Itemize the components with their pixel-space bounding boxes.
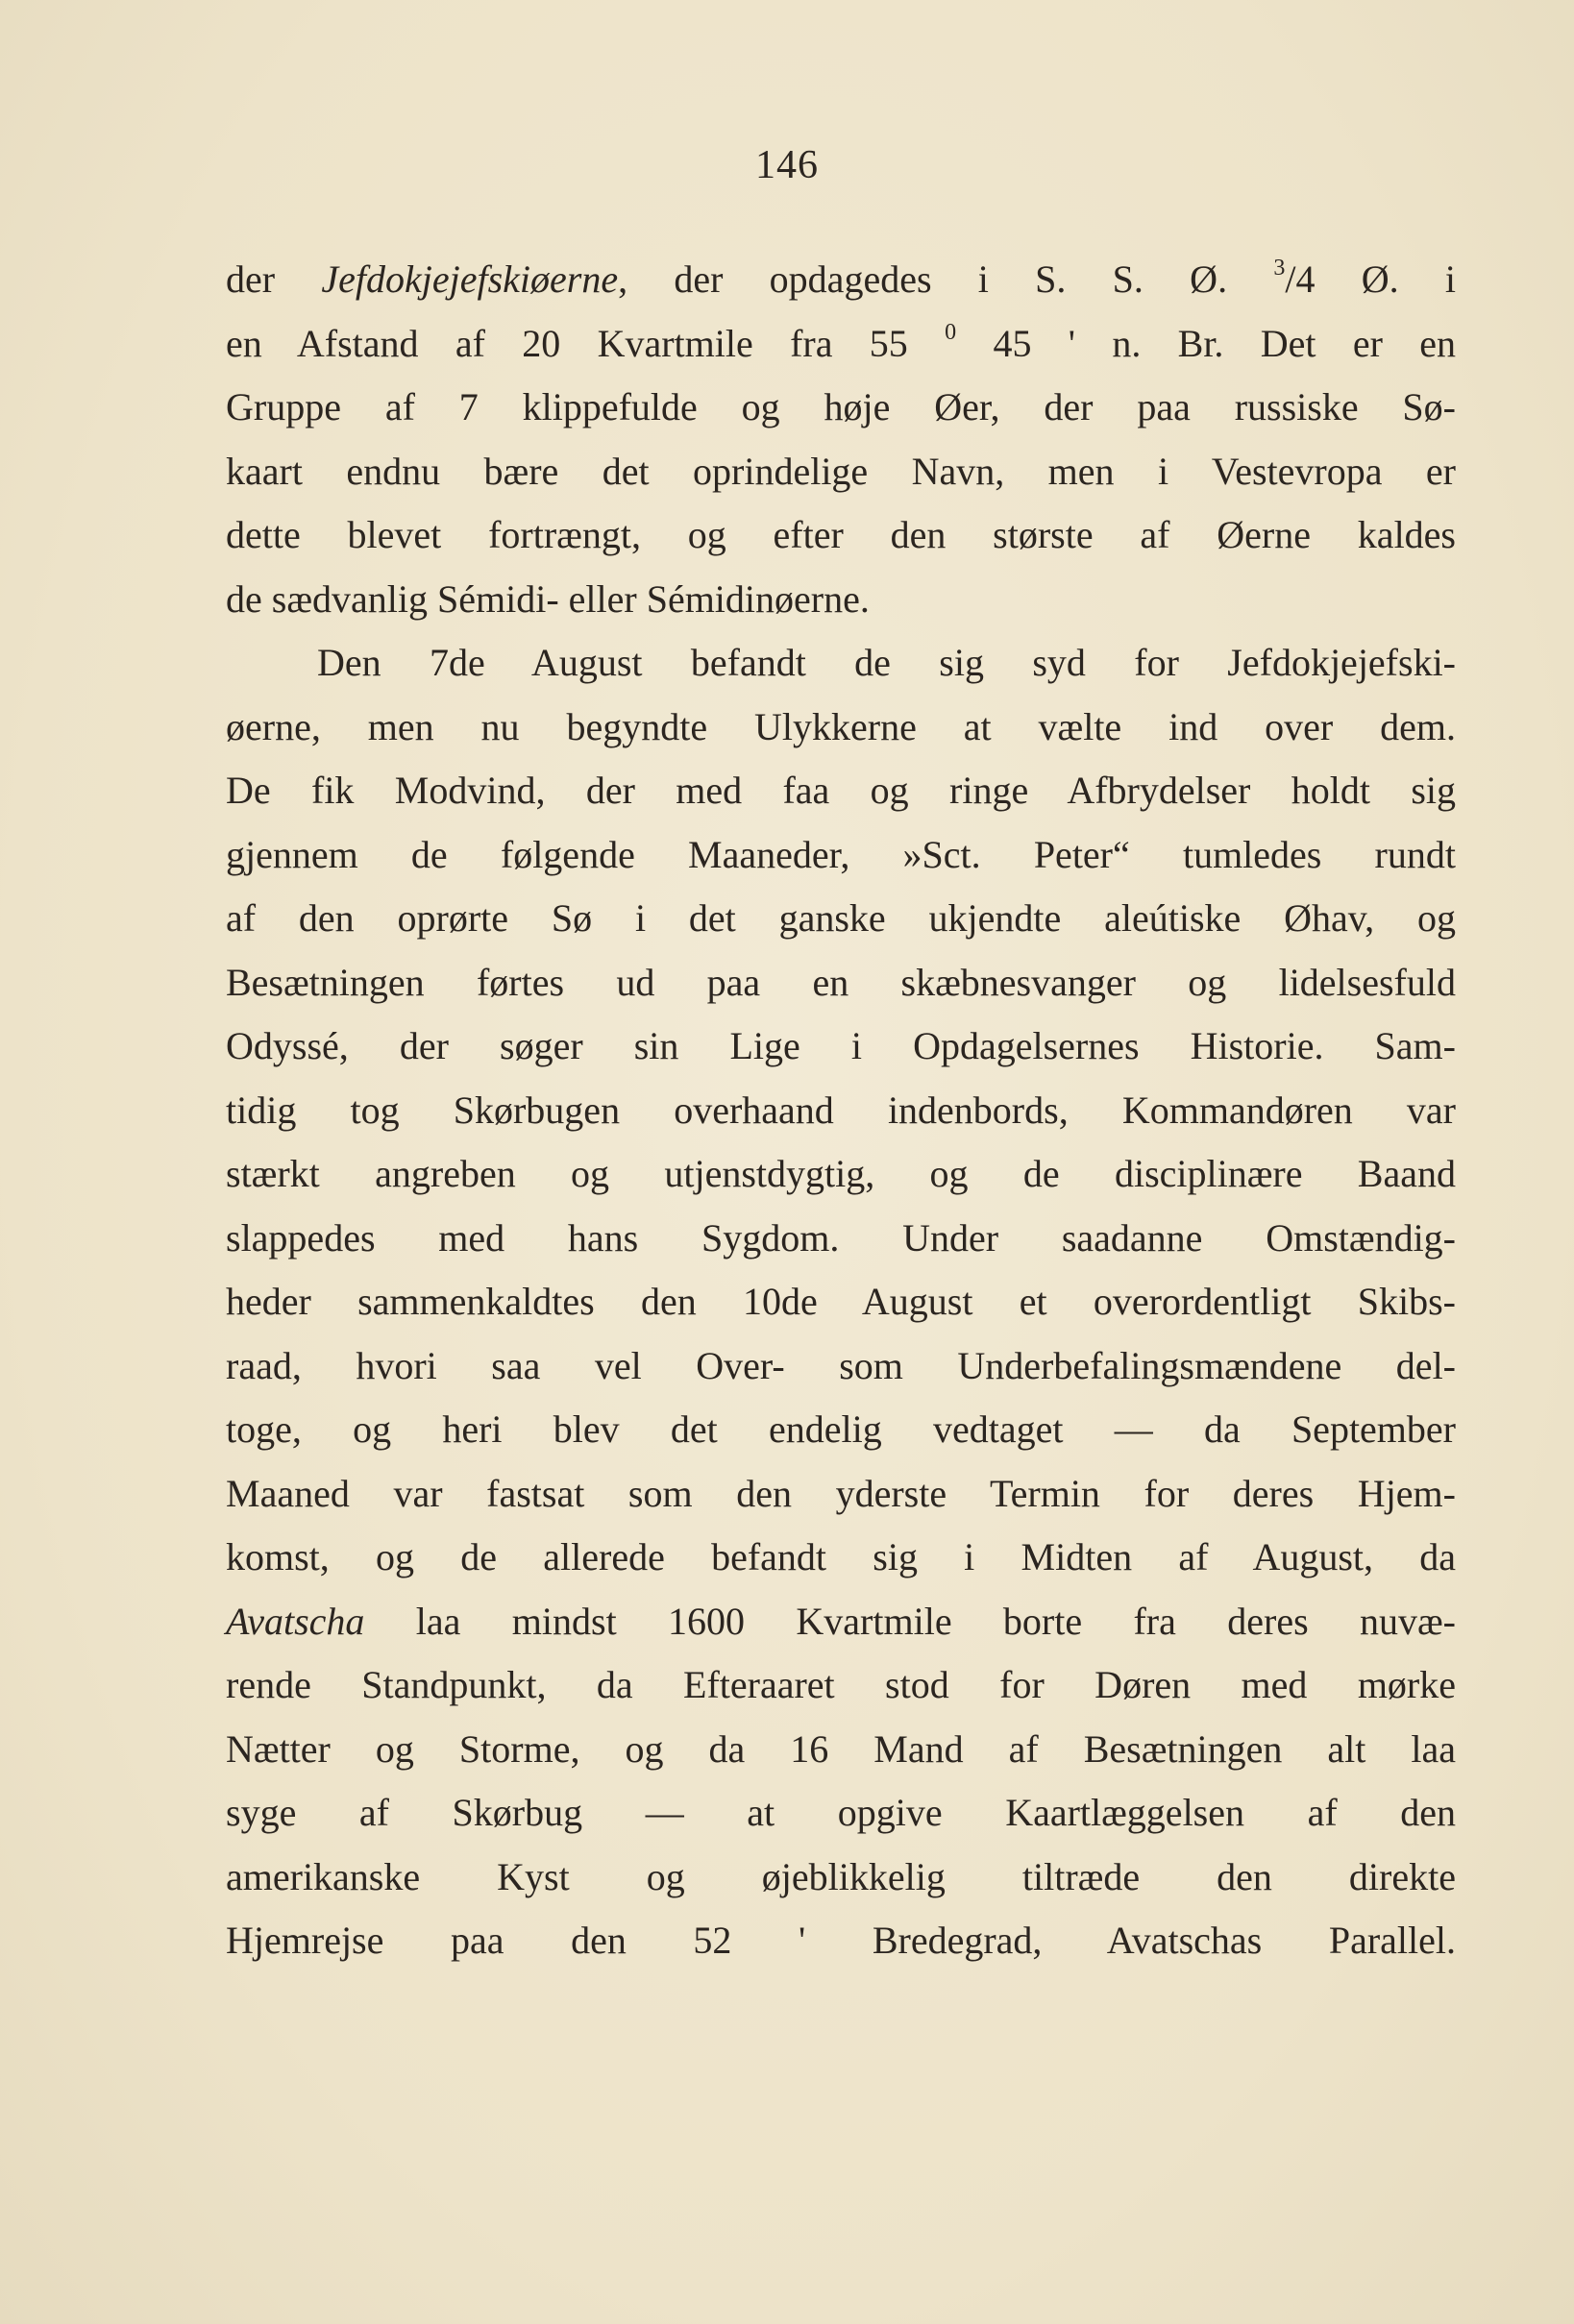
text-line: amerikanske Kyst og øjeblikkelig tiltræde den direkte: [226, 1854, 1456, 1898]
text-line: af den oprørte Sø i det ganske ukjendte aleútiske Øhav, og: [226, 896, 1456, 940]
text-line: Hjemrejse paa den 52 ' Bredegrad, Avatschas Parallel.: [226, 1919, 1456, 1962]
text-line: en Afstand af 20 Kvartmile fra 55 $^0$ 45 ' n. Br. Det er en: [226, 319, 1456, 365]
text-line: tidig tog Skørbugen overhaand indenbords, Kommandøren var: [226, 1088, 1456, 1132]
text-line: Maaned var fastsat som den yderste Termin for deres Hjem-: [226, 1471, 1456, 1515]
text-line: syge af Skørbug — at opgive Kaartlæggelsen af den: [226, 1791, 1456, 1834]
text-line: Nætter og Storme, og da 16 Mand af Besætningen alt laa: [226, 1726, 1456, 1771]
text-line: raad, hvori saa vel Over- som Underbefalingsmændene del-: [226, 1343, 1456, 1387]
text-line: gjennem de følgende Maaneder, »Sct. Peter“ tumledes rundt: [226, 832, 1456, 876]
text-line: kaart endnu bære det oprindelige Navn, men i Vestevropa er: [226, 449, 1456, 493]
text-line: Den 7de August befandt de sig syd for Jefdokjejefski-: [317, 641, 1456, 684]
text-line: rende Standpunkt, da Efteraaret stod for Døren med mørke: [226, 1663, 1456, 1706]
text-line: Odyssé, der søger sin Lige i Opdagelsernes Historie. Sam-: [226, 1024, 1456, 1067]
text-line: heder sammenkaldtes den 10de August et overordentligt Skibs-: [226, 1280, 1456, 1323]
text-line: De fik Modvind, der med faa og ringe Afbrydelser holdt sig: [226, 769, 1456, 812]
text-line: Avatscha laa mindst 1600 Kvartmile borte fra deres nuvæ-: [226, 1599, 1456, 1643]
text-line: Besætningen førtes ud paa en skæbnesvanger og lidelsesfuld: [226, 960, 1456, 1004]
text-line: Gruppe af 7 klippefulde og høje Øer, der paa russiske Sø-: [226, 385, 1456, 428]
text-line: øerne, men nu begyndte Ulykkerne at vælte ind over dem.: [226, 704, 1456, 748]
text-line: stærkt angreben og utjenstdygtig, og de disciplinære Baand: [226, 1152, 1456, 1195]
text-line: der Jefdokjejefskiøerne, der opdagedes i S. S. Ø. $^3$/4 Ø. i: [226, 256, 1456, 301]
text-line: de sædvanlig Sémidi- eller Sémidinøerne.: [226, 576, 870, 621]
text-line: toge, og heri blev det endelig vedtaget — da September: [226, 1407, 1456, 1451]
body-text: [226, 248, 1456, 1973]
page-number: 146: [755, 143, 819, 187]
text-line: komst, og de allerede befandt sig i Midten af August, da: [226, 1535, 1456, 1578]
text-line: dette blevet fortrængt, og efter den største af Øerne kaldes: [226, 513, 1456, 556]
text-line: slappedes med hans Sygdom. Under saadanne Omstændig-: [226, 1215, 1456, 1260]
